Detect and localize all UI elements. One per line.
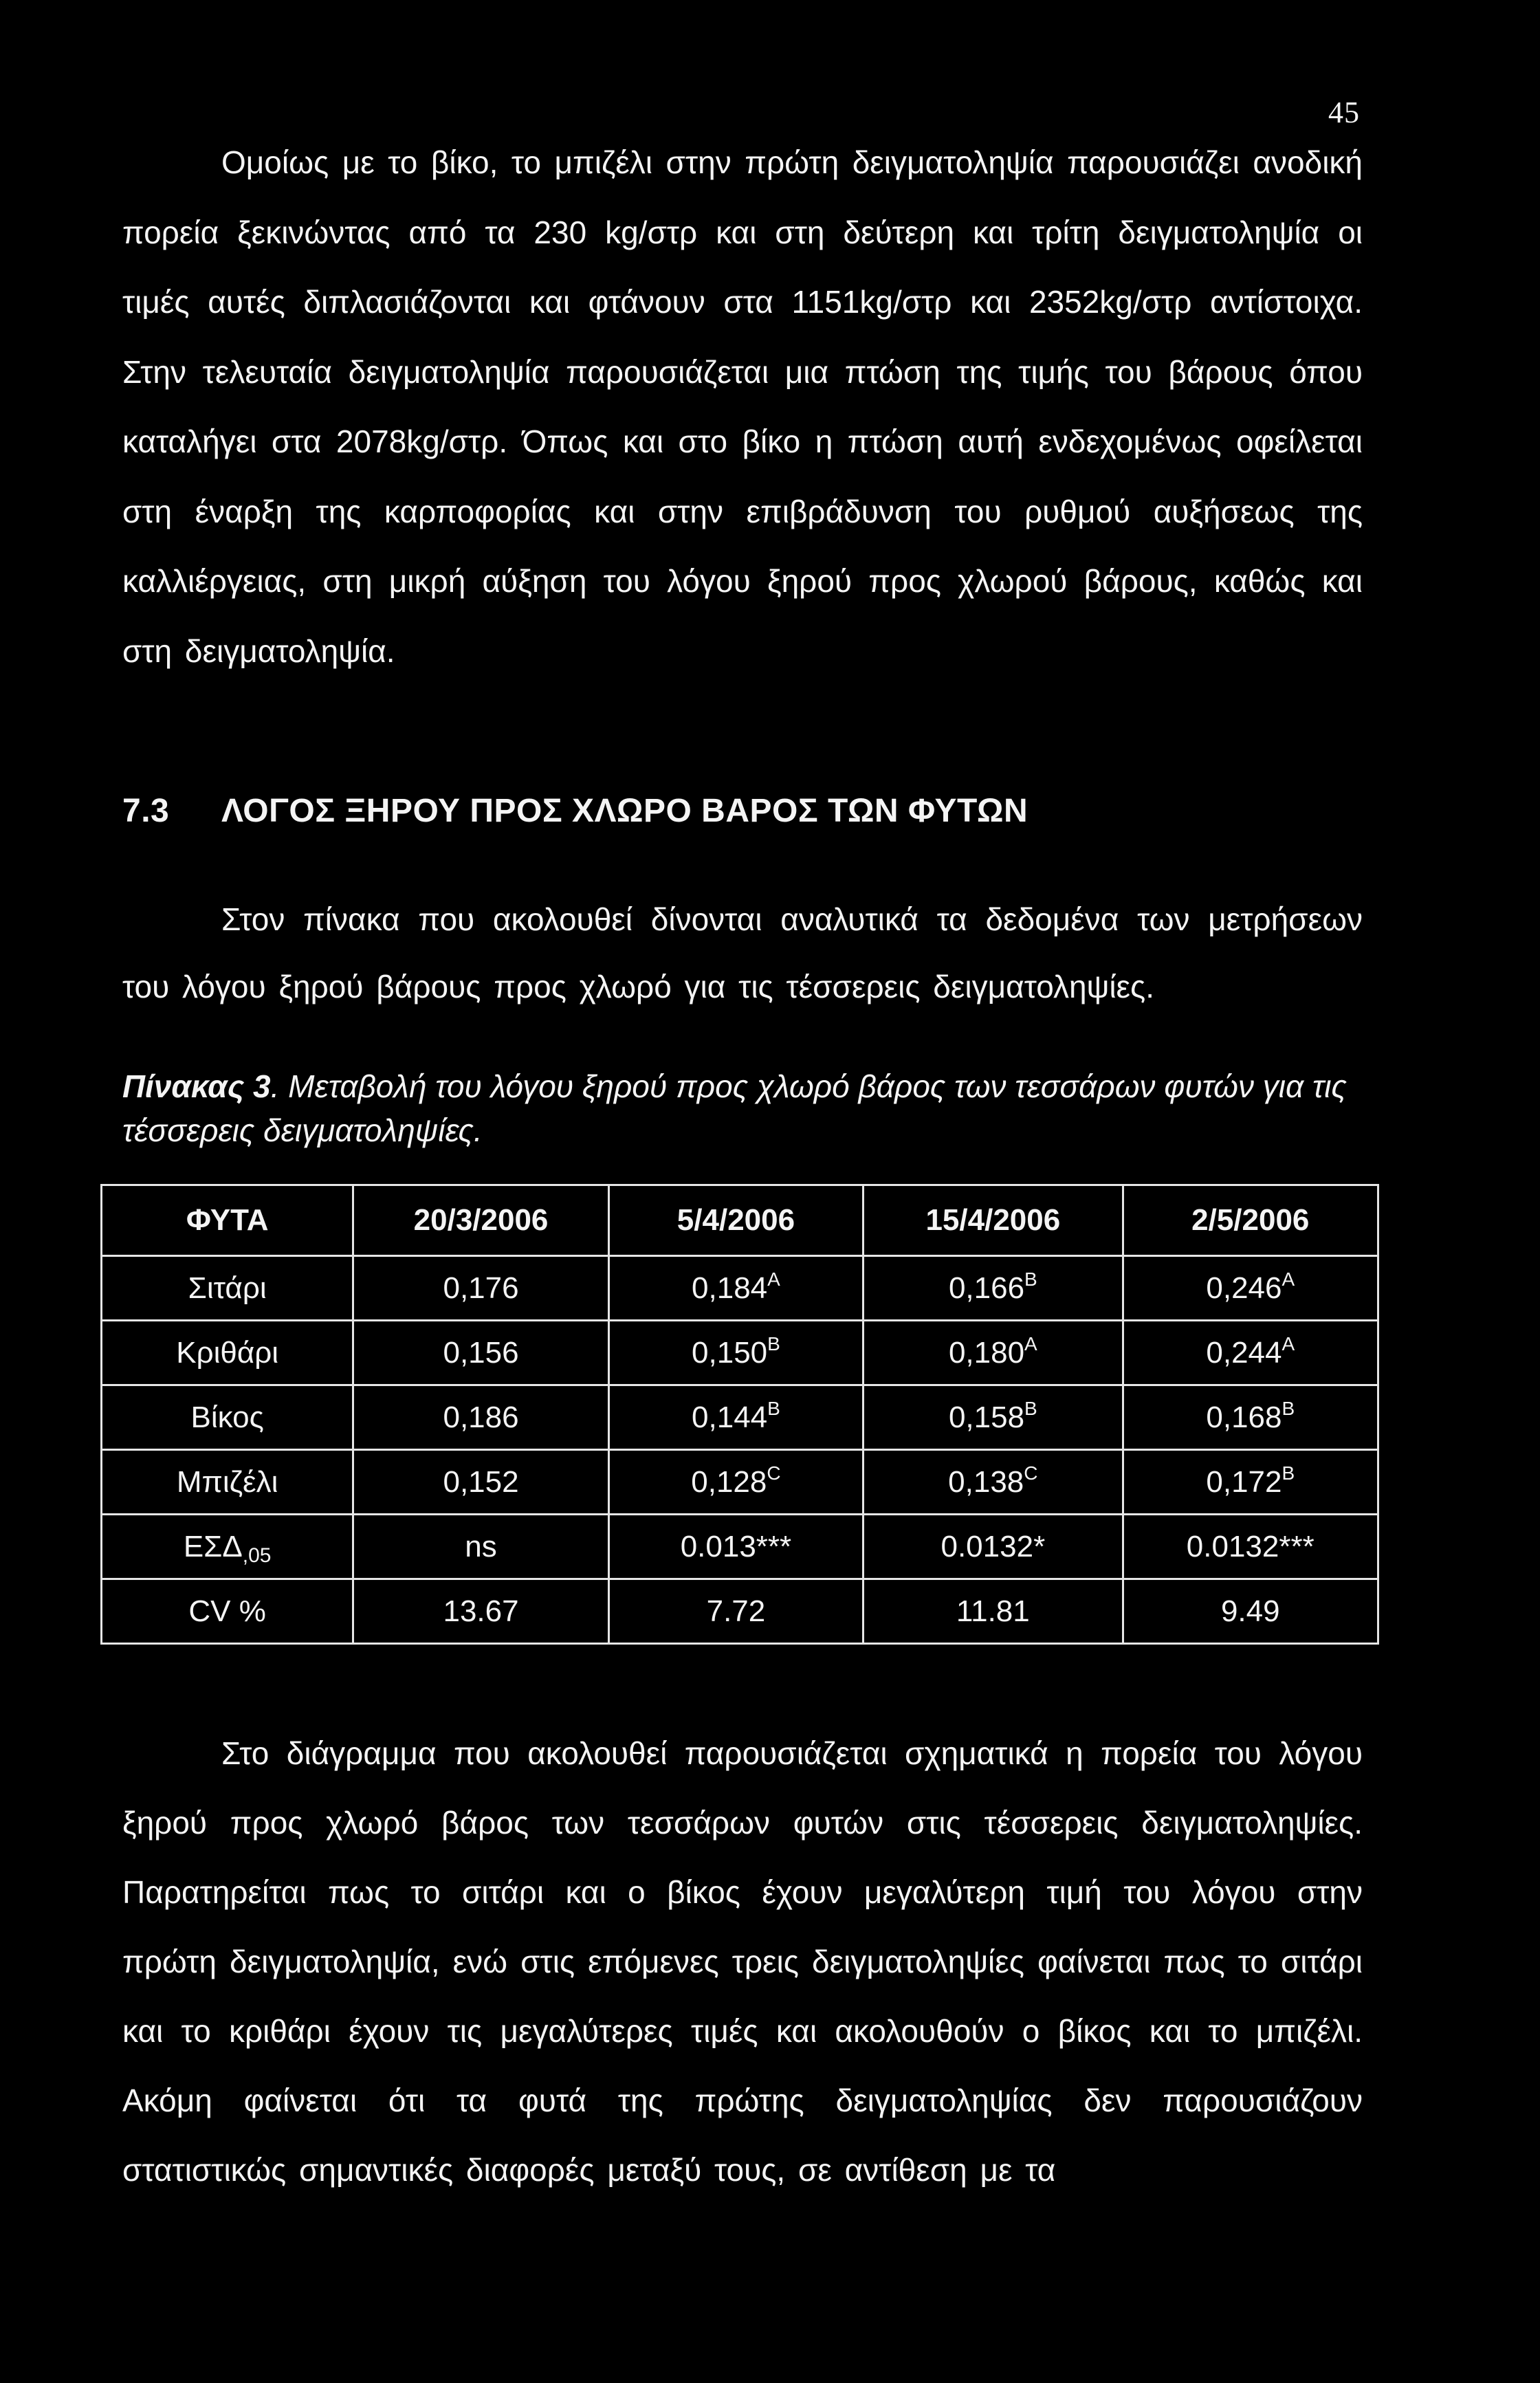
value-cell: $0,166^B$ (864, 1256, 1123, 1321)
table-caption (122, 1064, 1363, 1152)
value-cell: $0,138^C$ (864, 1450, 1123, 1515)
value-cell: 0.0132*** (1123, 1515, 1378, 1579)
value-cell: 13.67 (353, 1579, 608, 1644)
cv-label: CV % (102, 1579, 353, 1644)
value-cell: 0,156 (353, 1321, 608, 1385)
value-cell: 0.013*** (608, 1515, 863, 1579)
table-row-cv (102, 1579, 1378, 1644)
paragraph-table-intro: Στον πίνακα που ακολουθεί δίνονται αναλυτικά τα δεδομένα των μετρήσεων του λόγου ξηρού βάρους προς χλωρό για τις τέσσερεις δειγματοληψίες. (122, 901, 1363, 1004)
table-row (102, 1385, 1378, 1450)
header-cell: ΦΥΤΑ (102, 1185, 353, 1256)
table-caption-label: Πίνακας 3 (122, 1068, 271, 1104)
value-cell: 9.49 (1123, 1579, 1378, 1644)
value-cell: $0,184^A$ (608, 1256, 863, 1321)
plant-name: Σιτάρι (102, 1256, 353, 1321)
plant-name: Μπιζέλι (102, 1450, 353, 1515)
plant-name: Κριθάρι (102, 1321, 353, 1385)
value-cell: $0,158^B$ (864, 1385, 1123, 1450)
value-cell: 0,176 (353, 1256, 608, 1321)
header-cell: 5/4/2006 (608, 1185, 863, 1256)
header-cell: 15/4/2006 (864, 1185, 1123, 1256)
table-header-row (102, 1185, 1378, 1256)
section-number: 7.3 (122, 793, 170, 829)
value-cell: 7.72 (608, 1579, 863, 1644)
value-cell: $0,172^B$ (1123, 1450, 1378, 1515)
value-cell: $0,244^A$ (1123, 1321, 1378, 1385)
table-row (102, 1450, 1378, 1515)
value-cell: $0,168^B$ (1123, 1385, 1378, 1450)
value-cell: 0.0132* (864, 1515, 1123, 1579)
header-cell: 2/5/2006 (1123, 1185, 1378, 1256)
value-cell: ns (353, 1515, 608, 1579)
value-cell: 0,186 (353, 1385, 608, 1450)
table-row (102, 1256, 1378, 1321)
paragraph-diagram-intro: Στο διάγραμμα που ακολουθεί παρουσιάζεται σχηματικά η πορεία του λόγου ξηρού προς χλωρό βάρος των τεσσάρων φυτών στις τέσσερεις δειγματοληψίες. Παρατηρείται πως το σιτάρι και ο βίκος έχουν μεγαλύτερη τιμή του λόγου στην πρώτη δειγματοληψία, ενώ στις επόμενες τρεις δειγματοληψίες φαίνεται πως το σιτάρι και το κριθάρι έχουν τις μεγαλύτερες τιμές και ακολουθούν ο βίκος και το μπιζέλι. Ακόμη φαίνεται ότι τα φυτά της πρώτης δειγματοληψίας δεν παρουσιάζουν στατιστικώς σημαντικές διαφορές μεταξύ τους, σε αντίθεση με τα (122, 1735, 1363, 2188)
ratio-table (100, 1184, 1379, 1645)
value-cell: $0,144^B$ (608, 1385, 863, 1450)
table-caption-text: . Μεταβολή του λόγου ξηρού προς χλωρό βάρος των τεσσάρων φυτών για τις τέσσερεις δειγματοληψίες. (122, 1068, 1347, 1148)
value-cell: 11.81 (864, 1579, 1123, 1644)
table-row-lsd (102, 1515, 1378, 1579)
section-title: ΛΟΓΟΣ ΞΗΡΟΥ ΠΡΟΣ ΧΛΩΡΟ ΒΑΡΟΣ ΤΩΝ ΦΥΤΩΝ (221, 793, 1028, 829)
value-cell: $0,180^A$ (864, 1321, 1123, 1385)
value-cell: $0,150^B$ (608, 1321, 863, 1385)
value-cell: 0,152 (353, 1450, 608, 1515)
value-cell: $0,128^C$ (608, 1450, 863, 1515)
header-cell: 20/3/2006 (353, 1185, 608, 1256)
paragraph-vetch-pea: Ομοίως με το βίκο, το μπιζέλι στην πρώτη δειγματοληψία παρουσιάζει ανοδική πορεία ξεκινώντας από τα 230 kg/στρ και στη δεύτερη και τρίτη δειγματοληψία οι τιμές αυτές διπλασιάζονται και φτάνουν στα 1151kg/στρ και 2352kg/στρ αντίστοιχα. Στην τελευταία δειγματοληψία παρουσιάζεται μια πτώση της τιμής του βάρους όπου καταλήγει στα 2078kg/στρ. Όπως και στο βίκο η πτώση αυτή ενδεχομένως οφείλεται στη έναρξη της καρποφορίας και στην επιβράδυνση του ρυθμού αυξήσεως της καλλιέργειας, στη μικρή αύξηση του λόγου ξηρού προς χλωρού βάρους, καθώς και στη δειγματοληψία. (122, 144, 1363, 669)
lsd-label: $E\Sigma\Delta_{,05}$ (102, 1515, 353, 1579)
page-number: 45 (1328, 96, 1360, 129)
plant-name: Βίκος (102, 1385, 353, 1450)
section-heading (122, 792, 1028, 830)
value-cell: $0,246^A$ (1123, 1256, 1378, 1321)
table-row (102, 1321, 1378, 1385)
